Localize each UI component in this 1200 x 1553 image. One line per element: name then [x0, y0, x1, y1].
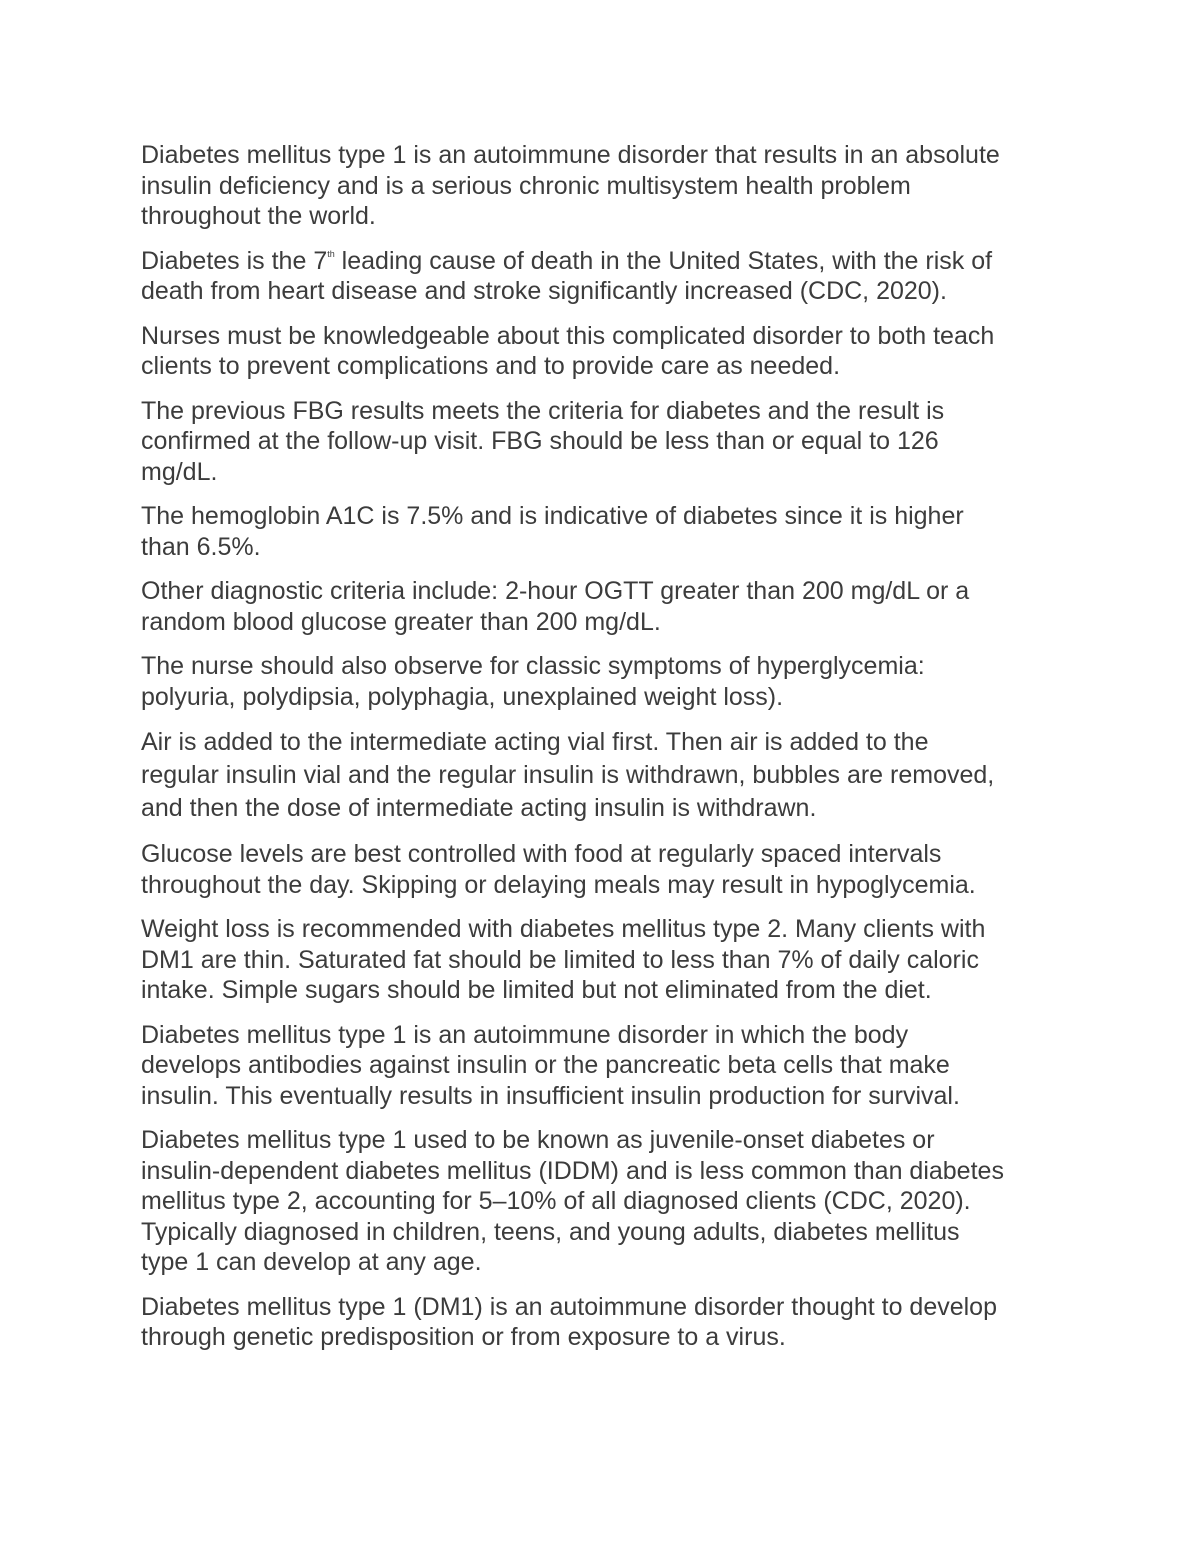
text-line: type 1 can develop at any age.	[141, 1248, 482, 1276]
paragraph-nurses	[141, 321, 1066, 382]
text-line: Air is added to the intermediate acting vial first. Then air is added to the	[141, 728, 929, 756]
text-line: polyuria, polydipsia, polyphagia, unexplained weight loss).	[141, 682, 784, 711]
superscript-ordinal: th	[327, 248, 335, 259]
paragraph-leading-cause	[141, 246, 1066, 307]
text-line: throughout the world.	[141, 202, 376, 230]
text-fragment: leading cause of death in the United States, with the risk of	[334, 246, 993, 275]
text-line: The hemoglobin A1C is 7.5% and is indicative of diabetes since it is higher	[141, 502, 964, 530]
text-line: DM1 are thin. Saturated fat should be limited to less than 7% of daily caloric	[141, 945, 979, 974]
text-line: than 6.5%.	[141, 532, 261, 561]
text-line: insulin. This eventually results in insufficient insulin production for survival.	[141, 1081, 960, 1110]
text-line: intake. Simple sugars should be limited but not eliminated from the diet.	[141, 976, 932, 1004]
text-line: and then the dose of intermediate acting insulin is withdrawn.	[141, 794, 817, 822]
paragraph-dm1-overview	[141, 140, 1066, 232]
text-line: mellitus type 2, accounting for 5–10% of all diagnosed clients (CDC, 2020).	[141, 1187, 971, 1215]
text-line: Diabetes mellitus type 1 (DM1) is an autoimmune disorder thought to develop	[141, 1292, 997, 1321]
text-line: regular insulin vial and the regular insulin is withdrawn, bubbles are removed,	[141, 761, 995, 789]
paragraph-weight-loss	[141, 914, 1066, 1006]
text-line: insulin deficiency and is a serious chronic multisystem health problem	[141, 171, 911, 200]
paragraph-insulin-mixing	[141, 726, 1066, 825]
text-line: Diabetes mellitus type 1 used to be known as juvenile-onset diabetes or	[141, 1126, 935, 1154]
paragraph-fbg	[141, 396, 1066, 488]
text-line: The nurse should also observe for classic symptoms of hyperglycemia:	[141, 652, 925, 680]
text-line: clients to prevent complications and to provide care as needed.	[141, 352, 841, 380]
paragraph-genetic	[141, 1292, 1066, 1353]
text-line: random blood glucose greater than 200 mg/dL.	[141, 607, 661, 636]
text-fragment: Diabetes is the 7	[141, 246, 328, 275]
text-line: insulin-dependent diabetes mellitus (IDDM) and is less common than diabetes	[141, 1156, 1004, 1185]
paragraph-symptoms	[141, 651, 1066, 712]
paragraph-juvenile-onset	[141, 1125, 1066, 1278]
text-line: Weight loss is recommended with diabetes mellitus type 2. Many clients with	[141, 915, 986, 943]
text-line: Glucose levels are best controlled with food at regularly spaced intervals	[141, 840, 942, 868]
document-page	[141, 140, 1066, 1367]
paragraph-a1c	[141, 501, 1066, 562]
paragraph-glucose-food	[141, 839, 1066, 900]
text-line: mg/dL.	[141, 457, 218, 486]
text-line: confirmed at the follow-up visit. FBG should be less than or equal to 126	[141, 427, 939, 455]
paragraph-diagnostic-criteria	[141, 576, 1066, 637]
text-line: Typically diagnosed in children, teens, and young adults, diabetes mellitus	[141, 1217, 960, 1246]
text-line: Nurses must be knowledgeable about this complicated disorder to both teach	[141, 321, 995, 350]
text-line: develops antibodies against insulin or the pancreatic beta cells that make	[141, 1051, 950, 1079]
text-line	[141, 246, 1066, 277]
text-line: Diabetes mellitus type 1 is an autoimmune disorder that results in an absolute	[141, 141, 1000, 169]
text-line: The previous FBG results meets the criteria for diabetes and the result is	[141, 396, 945, 425]
text-line: throughout the day. Skipping or delaying meals may result in hypoglycemia.	[141, 870, 976, 899]
text-line: Diabetes mellitus type 1 is an autoimmune disorder in which the body	[141, 1020, 909, 1049]
text-line: Other diagnostic criteria include: 2-hour OGTT greater than 200 mg/dL or a	[141, 577, 970, 605]
text-line: through genetic predisposition or from exposure to a virus.	[141, 1323, 786, 1351]
text-line: death from heart disease and stroke significantly increased (CDC, 2020).	[141, 277, 947, 305]
paragraph-antibodies	[141, 1020, 1066, 1112]
